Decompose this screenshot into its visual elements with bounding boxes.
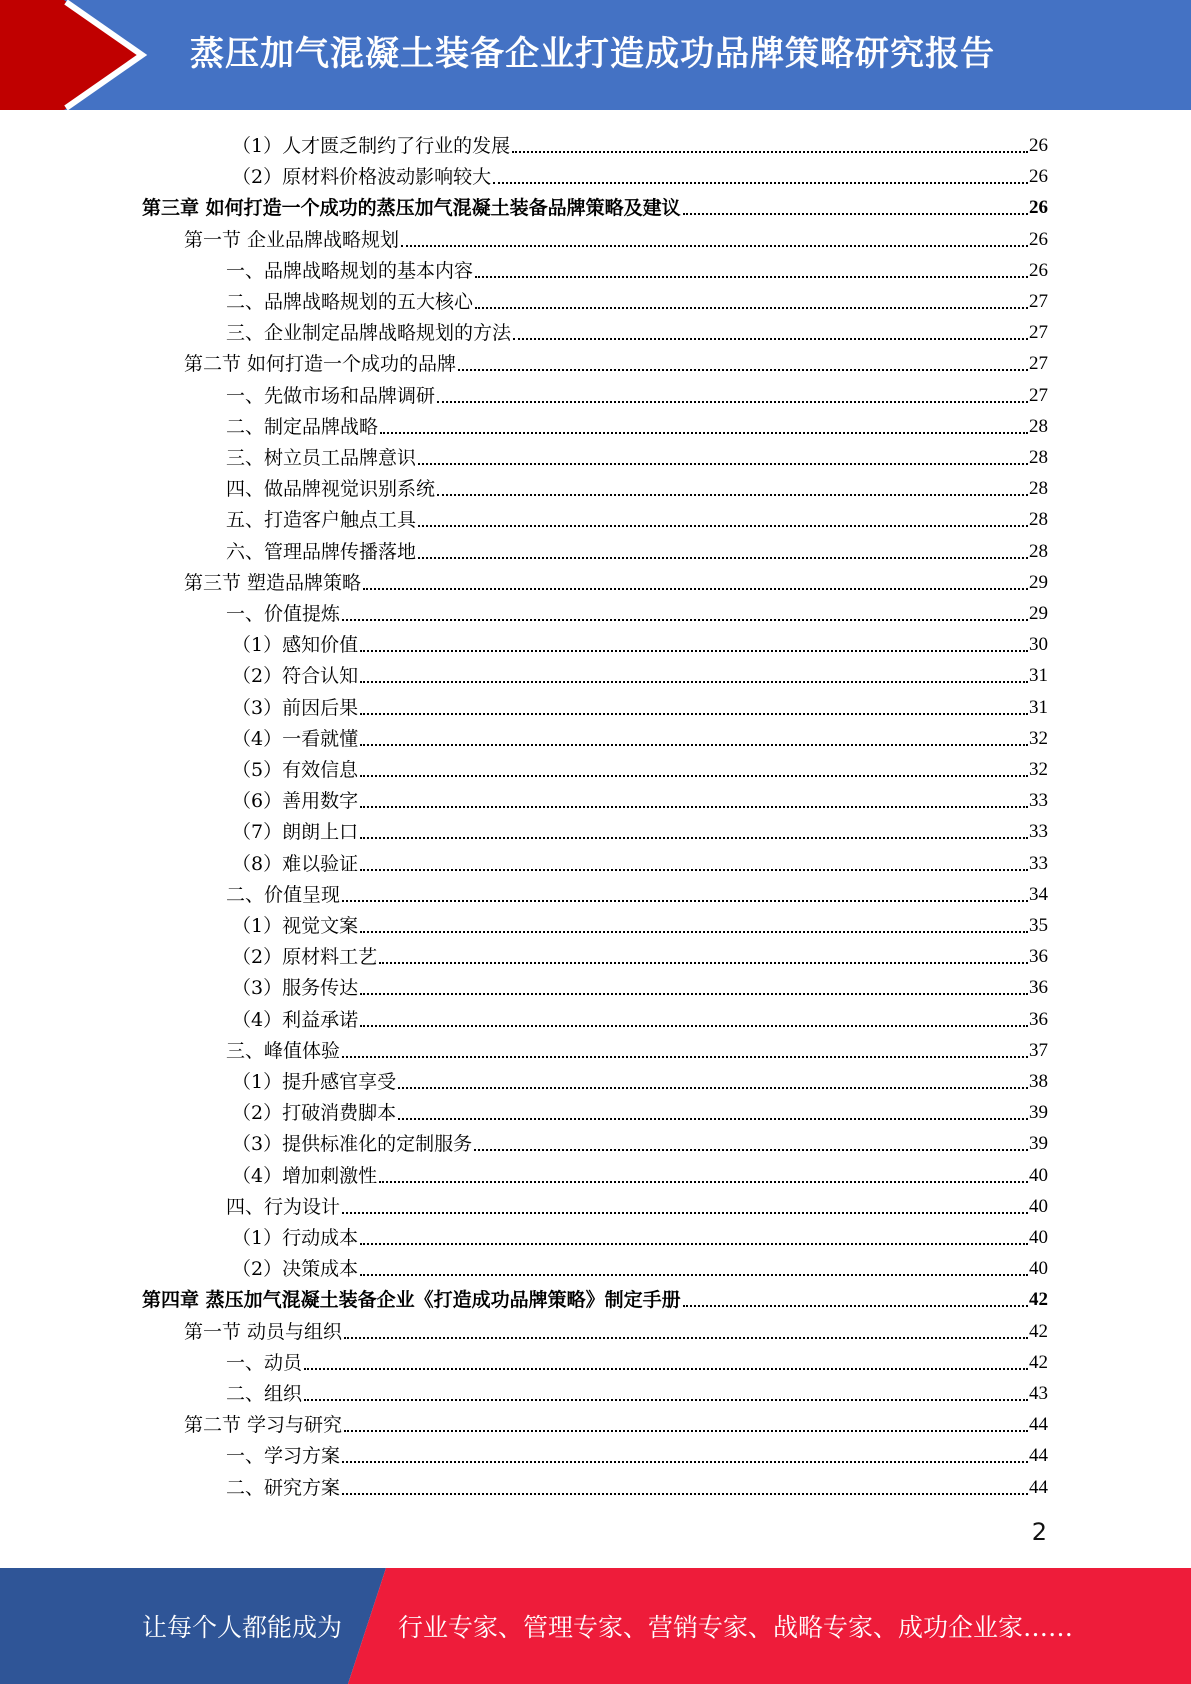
toc-entry-title: 四、做品牌视觉识别系统 <box>226 478 436 501</box>
toc-entry-title: （4）利益承诺 <box>232 1008 359 1031</box>
toc-leader-dots <box>474 1149 1028 1151</box>
toc-entry-title: （1）视觉文案 <box>232 915 359 937</box>
toc-entry-title: 第二节 如何打造一个成功的品牌 <box>184 353 457 376</box>
toc-leader-dots <box>360 806 1028 808</box>
toc-entry-page: 26 <box>1029 135 1048 156</box>
toc-leader-dots <box>418 463 1028 465</box>
toc-entry[interactable] <box>142 1281 1048 1312</box>
toc-entry-page: 28 <box>1029 447 1048 468</box>
toc-entry-page: 28 <box>1029 415 1048 437</box>
toc-leader-dots <box>683 213 1028 215</box>
toc-entry-page: 43 <box>1029 1383 1048 1404</box>
footer-slogan-left: 让每个人都能成为 <box>142 1613 343 1642</box>
toc-entry-page: 27 <box>1029 384 1048 406</box>
toc-entry-title: （8）难以验证 <box>232 852 359 875</box>
toc-entry[interactable] <box>226 283 1048 314</box>
toc-leader-dots <box>360 1274 1028 1276</box>
toc-entry-title: （2）符合认知 <box>232 665 359 688</box>
toc-leader-dots <box>398 1118 1028 1120</box>
toc-entry-title: （2）打破消费脚本 <box>232 1102 397 1125</box>
toc-leader-dots <box>475 307 1028 309</box>
toc-entry-title: 第三章 如何打造一个成功的蒸压加气混凝土装备品牌策略及建议 <box>142 197 681 220</box>
toc-entry[interactable] <box>184 345 1048 376</box>
toc-leader-dots <box>418 557 1028 559</box>
toc-entry[interactable] <box>232 1219 1048 1250</box>
toc-entry[interactable] <box>232 907 1048 938</box>
toc-leader-dots <box>360 993 1028 995</box>
toc-entry-title: （7）朗朗上口 <box>232 821 359 844</box>
toc-entry-title: （2）决策成本 <box>232 1258 359 1281</box>
toc-entry-title: 一、品牌战略规划的基本内容 <box>226 259 474 282</box>
toc-entry-page: 33 <box>1029 852 1048 874</box>
toc-entry-title: （6）善用数字 <box>232 790 359 813</box>
toc-entry-title: （5）有效信息 <box>232 759 359 781</box>
toc-entry-title: 第一节 企业品牌战略规划 <box>184 228 400 251</box>
toc-entry-title: 三、企业制定品牌战略规划的方法 <box>226 322 512 345</box>
toc-entry-page: 31 <box>1029 665 1048 687</box>
toc-entry[interactable] <box>226 533 1048 564</box>
toc-entry[interactable] <box>184 1406 1048 1437</box>
toc-entry[interactable] <box>184 221 1048 252</box>
toc-entry[interactable] <box>184 1313 1048 1344</box>
toc-leader-dots <box>360 837 1028 839</box>
toc-entry-title: （3）前因后果 <box>232 696 359 719</box>
toc-leader-dots <box>344 1337 1028 1339</box>
toc-entry-page: 26 <box>1029 197 1048 219</box>
toc-entry-page: 40 <box>1029 1164 1048 1186</box>
toc-entry[interactable] <box>226 1437 1048 1468</box>
toc-entry-title: （1）人才匮乏制约了行业的发展 <box>232 135 511 157</box>
page-number: 2 <box>1031 1518 1047 1546</box>
toc-entry[interactable] <box>226 470 1048 501</box>
toc-entry-title: 五、打造客户触点工具 <box>226 509 417 532</box>
toc-entry[interactable] <box>232 1157 1048 1188</box>
toc-entry-title: 四、行为设计 <box>226 1195 341 1218</box>
toc-entry-title: 第一节 动员与组织 <box>184 1320 343 1343</box>
toc-entry-page: 40 <box>1029 1195 1048 1217</box>
toc-entry-page: 27 <box>1029 291 1048 312</box>
toc-entry-title: 二、品牌战略规划的五大核心 <box>226 291 474 313</box>
toc-leader-dots <box>342 1212 1028 1214</box>
toc-entry[interactable] <box>226 1188 1048 1219</box>
toc-entry[interactable] <box>232 1250 1048 1281</box>
toc-entry-title: （3）提供标准化的定制服务 <box>232 1133 473 1156</box>
toc-entry[interactable] <box>226 439 1048 470</box>
toc-entry-page: 28 <box>1029 540 1048 562</box>
toc-leader-dots <box>683 1305 1028 1307</box>
toc-leader-dots <box>401 245 1028 247</box>
toc-entry-page: 42 <box>1029 1289 1048 1311</box>
toc-entry-title: 第三节 塑造品牌策略 <box>184 571 362 594</box>
toc-leader-dots <box>360 869 1028 871</box>
toc-entry[interactable] <box>232 158 1048 189</box>
toc-entry[interactable] <box>232 782 1048 813</box>
toc-entry[interactable] <box>232 1001 1048 1032</box>
toc-leader-dots <box>437 401 1028 403</box>
toc-entry[interactable] <box>232 127 1048 158</box>
toc-entry-title: （1）提升感官享受 <box>232 1071 397 1093</box>
toc-entry-title: 三、树立员工品牌意识 <box>226 447 417 469</box>
toc-entry-title: （3）服务传达 <box>232 977 359 1000</box>
toc-entry-page: 42 <box>1029 1320 1048 1342</box>
toc-entry-page: 39 <box>1029 1102 1048 1124</box>
toc-leader-dots <box>363 588 1028 590</box>
toc-entry[interactable] <box>232 1063 1048 1094</box>
toc-entry-title: （4）一看就懂 <box>232 727 359 750</box>
toc-leader-dots <box>513 338 1028 340</box>
toc-entry[interactable] <box>226 252 1048 283</box>
toc-entry-page: 36 <box>1029 1008 1048 1030</box>
toc-entry-page: 31 <box>1029 696 1048 718</box>
page-header <box>0 0 1191 110</box>
toc-entry-page: 39 <box>1029 1133 1048 1155</box>
toc-entry-page: 36 <box>1029 977 1048 999</box>
toc-entry-title: 一、价值提炼 <box>226 603 341 625</box>
toc-entry-page: 38 <box>1029 1071 1048 1092</box>
toc-leader-dots <box>360 1243 1028 1245</box>
toc-leader-dots <box>342 1493 1028 1495</box>
toc-leader-dots <box>342 619 1028 621</box>
toc-entry-page: 28 <box>1029 478 1048 500</box>
toc-entry-page: 40 <box>1029 1258 1048 1280</box>
toc-entry-title: 二、制定品牌战略 <box>226 415 379 438</box>
toc-entry[interactable] <box>226 408 1048 439</box>
toc-entry-title: （1）行动成本 <box>232 1227 359 1249</box>
toc-leader-dots <box>360 775 1028 777</box>
toc-entry-page: 27 <box>1029 353 1048 375</box>
page-footer <box>0 1568 1191 1684</box>
toc-leader-dots <box>398 1087 1028 1089</box>
toc-leader-dots <box>304 1368 1028 1370</box>
toc-entry[interactable] <box>232 813 1048 844</box>
toc-entry[interactable] <box>226 314 1048 345</box>
toc-entry-title: （2）原材料价格波动影响较大 <box>232 166 492 189</box>
toc-entry-page: 40 <box>1029 1227 1048 1248</box>
toc-leader-dots <box>512 151 1028 153</box>
toc-leader-dots <box>437 494 1028 496</box>
toc-entry-title: 二、价值呈现 <box>226 883 341 906</box>
toc-entry-title: 三、峰值体验 <box>226 1039 341 1062</box>
toc-entry-page: 33 <box>1029 821 1048 843</box>
toc-leader-dots <box>360 744 1028 746</box>
toc-entry-title: （4）增加刺激性 <box>232 1164 378 1187</box>
toc-entry-page: 33 <box>1029 790 1048 812</box>
toc-leader-dots <box>380 432 1028 434</box>
toc-entry[interactable] <box>232 969 1048 1000</box>
toc-entry-title: 一、先做市场和品牌调研 <box>226 384 436 407</box>
toc-entry-page: 32 <box>1029 759 1048 780</box>
toc-leader-dots <box>458 369 1028 371</box>
toc-entry-title: 二、研究方案 <box>226 1476 341 1499</box>
toc-entry[interactable] <box>232 689 1048 720</box>
header-chevron-icon <box>0 0 160 110</box>
toc-entry-page: 26 <box>1029 228 1048 250</box>
toc-entry-title: 一、动员 <box>226 1351 303 1374</box>
toc-leader-dots <box>342 1461 1028 1463</box>
toc-leader-dots <box>344 1430 1028 1432</box>
toc-entry-page: 35 <box>1029 915 1048 936</box>
toc-leader-dots <box>360 1025 1028 1027</box>
toc-entry[interactable] <box>184 564 1048 595</box>
toc-entry-page: 42 <box>1029 1351 1048 1373</box>
toc-entry-page: 44 <box>1029 1445 1048 1467</box>
toc-entry-page: 26 <box>1029 259 1048 281</box>
toc-entry-page: 32 <box>1029 727 1048 749</box>
toc-entry-page: 36 <box>1029 946 1048 968</box>
toc-entry[interactable] <box>226 876 1048 907</box>
toc-leader-dots <box>360 931 1028 933</box>
toc-leader-dots <box>360 650 1028 652</box>
toc-entry[interactable] <box>232 657 1048 688</box>
toc-entry[interactable] <box>226 1032 1048 1063</box>
toc-entry-page: 29 <box>1029 603 1048 624</box>
toc-leader-dots <box>493 182 1028 184</box>
toc-entry-title: 第二节 学习与研究 <box>184 1414 343 1437</box>
toc-leader-dots <box>360 713 1028 715</box>
report-title: 蒸压加气混凝土装备企业打造成功品牌策略研究报告 <box>190 34 995 74</box>
toc-entry[interactable] <box>226 1344 1048 1375</box>
toc-entry[interactable] <box>226 1375 1048 1406</box>
toc-entry[interactable] <box>232 1094 1048 1125</box>
toc-entry-page: 44 <box>1029 1414 1048 1436</box>
toc-entry[interactable] <box>226 501 1048 532</box>
footer-slogan-right: 行业专家、管理专家、营销专家、战略专家、成功企业家…… <box>398 1613 1074 1642</box>
toc-leader-dots <box>360 681 1028 683</box>
toc-entry-page: 27 <box>1029 322 1048 344</box>
toc-leader-dots <box>379 1181 1028 1183</box>
toc-entry[interactable] <box>226 377 1048 408</box>
toc-leader-dots <box>342 900 1028 902</box>
toc-entry-page: 37 <box>1029 1039 1048 1061</box>
toc-leader-dots <box>379 962 1028 964</box>
toc-entry-page: 34 <box>1029 883 1048 905</box>
toc-entry[interactable] <box>232 938 1048 969</box>
toc-entry[interactable] <box>232 720 1048 751</box>
toc-entry[interactable] <box>232 626 1048 657</box>
toc-entry[interactable] <box>232 845 1048 876</box>
toc-entry[interactable] <box>232 751 1048 782</box>
toc-entry[interactable] <box>226 1469 1048 1500</box>
toc-entry-page: 26 <box>1029 166 1048 188</box>
toc-entry[interactable] <box>142 189 1048 220</box>
toc-leader-dots <box>342 1056 1028 1058</box>
toc-entry-title: （1）感知价值 <box>232 634 359 657</box>
toc-leader-dots <box>304 1399 1028 1401</box>
toc-entry[interactable] <box>232 1125 1048 1156</box>
toc-entry-page: 30 <box>1029 634 1048 656</box>
toc-leader-dots <box>475 276 1028 278</box>
toc-entry[interactable] <box>226 595 1048 626</box>
toc-entry-title: 二、组织 <box>226 1383 303 1405</box>
toc-entry-title: （2）原材料工艺 <box>232 946 378 969</box>
toc-entry-title: 六、管理品牌传播落地 <box>226 540 417 563</box>
toc-entry-title: 一、学习方案 <box>226 1445 341 1468</box>
toc-entry-page: 29 <box>1029 571 1048 593</box>
toc-entry-title: 第四章 蒸压加气混凝土装备企业《打造成功品牌策略》制定手册 <box>142 1289 681 1312</box>
toc-entry-page: 28 <box>1029 509 1048 531</box>
toc-entry-page: 44 <box>1029 1476 1048 1498</box>
toc-leader-dots <box>418 525 1028 527</box>
